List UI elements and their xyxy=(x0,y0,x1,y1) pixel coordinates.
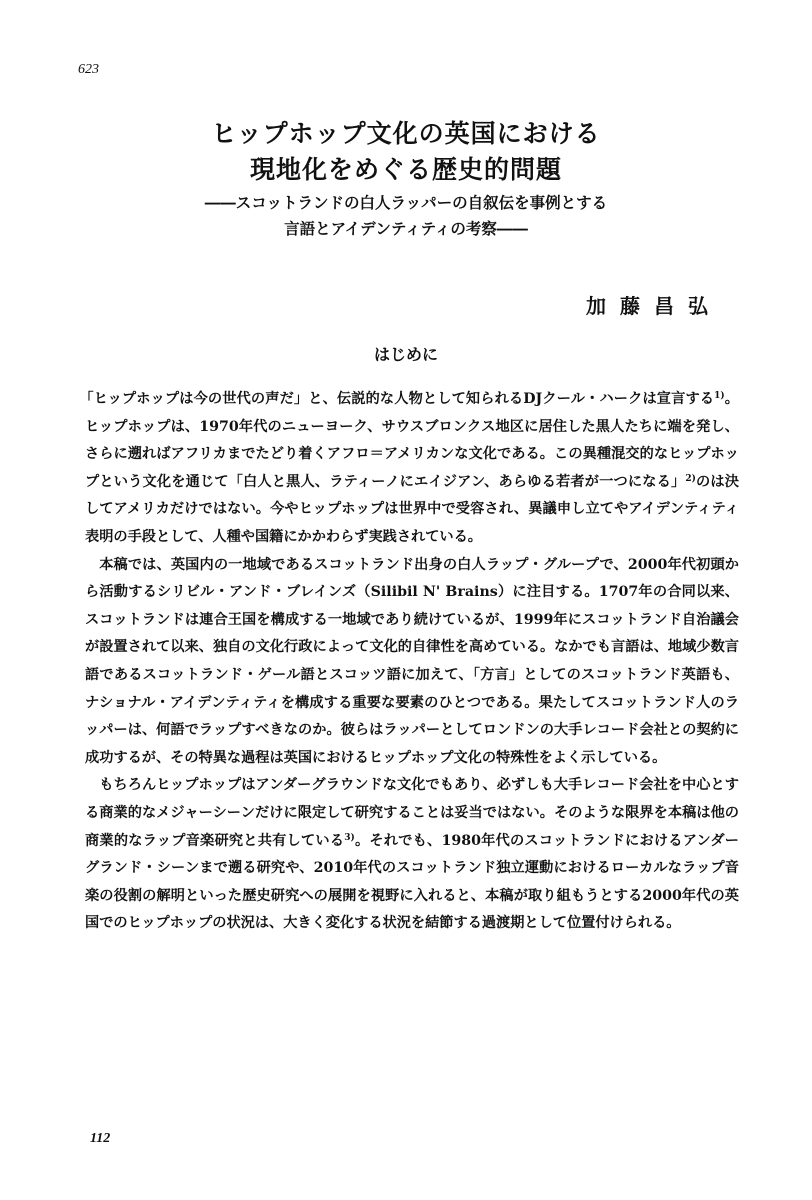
body-text xyxy=(79,386,739,938)
title-line-2: 現地化をめぐる歴史的問題 xyxy=(249,155,562,184)
footnote-ref[interactable]: 3) xyxy=(344,832,355,843)
paragraph: 「ヒップホップは今の世代の声だ」と、伝説的な人物として知られるDJクール・ハークは宣言する$^{1)}$。ヒップホップは、1970年代のニューヨーク、サウスブロンクス地区に居住した黒人たちに端を発し、さらに遡ればアフリカまでたどり着くアフロ＝アメリカンな文化である。この異種混交的なヒップホップという文化を通じて「白人と黒人、ラティーノにエイジアン、あらゆる若者が一つになる」$^{2)}$のは決してアメリカだけではない。今やヒップホップは世界中で受容され、異議申し立てやアイデンティティ表明の手段として、人種や国籍にかかわらず実践されている。 xyxy=(79,391,739,545)
article-title xyxy=(0,116,812,188)
paragraph: もちろんヒップホップはアンダーグラウンドな文化でもあり、必ずしも大手レコード会社を中心とする商業的なメジャーシーンだけに限定して研究することは妥当ではない。そのような限界を本稿は他の商業的なラップ音楽研究と共有している$^{3)}$。それでも、1980年代のスコットランドにおけるアンダーグランド・シーンまで遡る研究や、2010年代のスコットランド独立運動におけるローカルなラップ音楽の役割の解明といった歴史研究への展開を視野に入れると、本稿が取り組もうとする2000年代の英国でのヒップホップの状況は、大きく変化する状況を結節する過渡期として位置付けられる。 xyxy=(85,777,739,932)
author-name: 加藤昌弘 xyxy=(586,294,722,318)
subtitle-line-1: ――スコットランドの白人ラッパーの自叙伝を事例とする xyxy=(204,193,608,212)
footnote-ref[interactable]: 1) xyxy=(714,391,725,401)
article-subtitle xyxy=(0,190,812,242)
paragraph: 本稿では、英国内の一地域であるスコットランド出身の白人ラップ・グループで、2000年代初頭から活動するシリビル・アンド・ブレインズ（Silibil N' Brains）に注目する。1707年の合同以来、スコットランドは連合王国を構成する一地域であり続けているが、1999年にスコットランド自治議会が設置されて以来、独自の文化行政によって文化的自律性を高めている。なかでも言語は、地域少数言語であるスコットランド・ゲール語とスコッツ語に加えて、「方言」としてのスコットランド英語も、ナショナル・アイデンティティを構成する重要な要素のひとつである。果たしてスコットランド人のラッパーは、何語でラップすべきなのか。彼らはラッパーとしてロンドンの大手レコード会社との契約に成功するが、その特異な過程は英国におけるヒップホップ文化の特殊性をよく示している。 xyxy=(85,556,739,766)
section-heading: はじめに xyxy=(373,345,438,364)
subtitle-line-2: 言語とアイデンティティの考察―― xyxy=(284,219,528,238)
title-line-1: ヒップホップ文化の英国における xyxy=(211,119,601,148)
page-number-top: 623 xyxy=(78,62,99,77)
footnote-ref[interactable]: 2) xyxy=(685,473,696,484)
page-number-bottom: 112 xyxy=(90,1131,111,1146)
